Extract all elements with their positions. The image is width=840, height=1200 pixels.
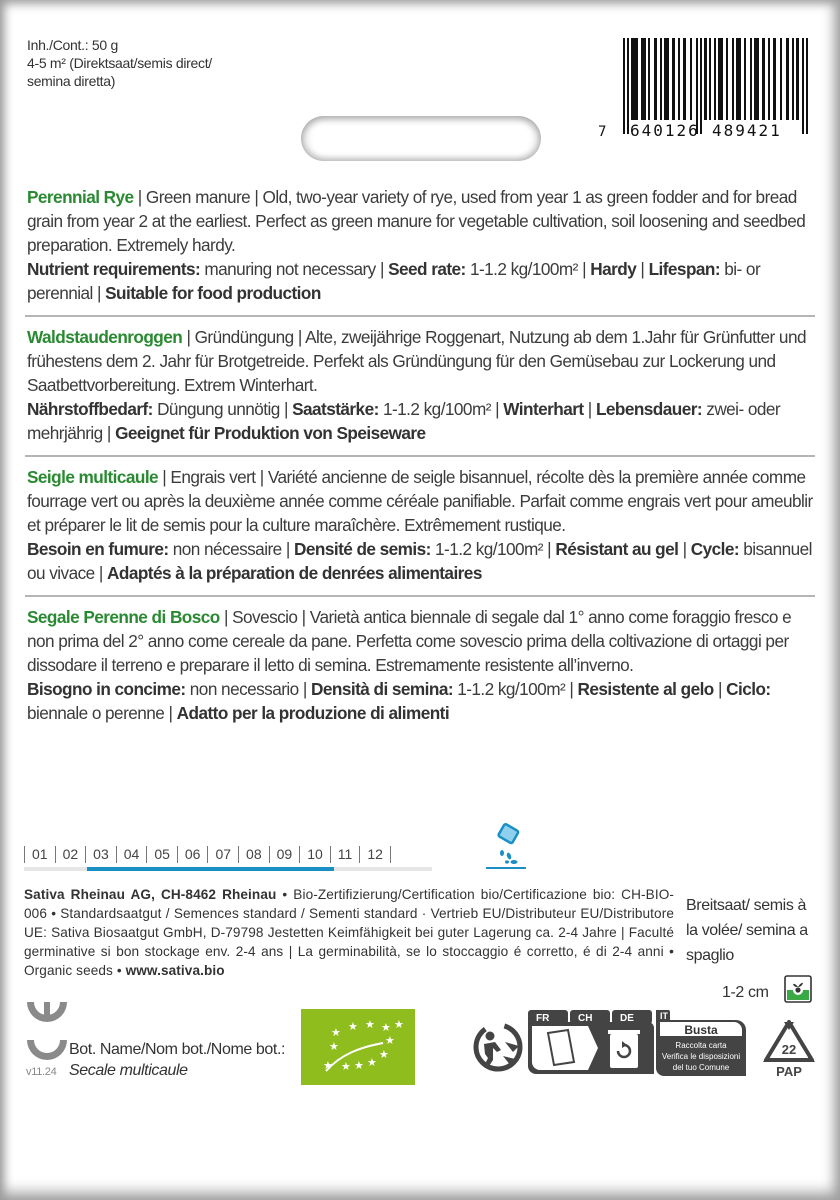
hardiness-it: Resistente al gelo [577,679,714,699]
net-content: Inh./Cont.: 50 g [27,37,118,53]
hang-hole [301,116,541,161]
seed-rate-value-it: 1-1.2 kg/100m² | [453,679,578,699]
svg-text:★: ★ [331,1026,341,1039]
svg-text:★: ★ [354,1059,364,1072]
lifespan-value-de: zwei- oder mehrjährig | [27,399,781,443]
svg-text:★: ★ [394,1018,404,1031]
barcode-bars-icon [598,36,820,140]
month-02: 02 [55,846,86,863]
description-sections [27,185,813,725]
lifespan-label-en: Lifespan: [648,259,721,279]
hardiness-fr: Résistant au gel [555,539,679,559]
nutrient-value-fr: non nécessaire | [168,539,295,559]
svg-text:★: ★ [323,1059,333,1072]
divider [25,455,815,457]
svg-text:★: ★ [367,1056,377,1069]
company-name: Sativa Rheinau AG, CH-8462 Rheinau [24,887,277,902]
hardiness-de: Winterhart [503,399,584,419]
area-coverage-cont: semina diretta) [27,73,116,89]
svg-text:★: ★ [381,1021,391,1034]
month-01: 01 [24,846,55,863]
svg-text:★: ★ [348,1020,358,1033]
barcode-digits-left: 640126 [630,121,700,140]
nutrient-label-fr: Besoin en fumure: [27,539,169,559]
recycling-info-it [654,1008,748,1078]
barcode-digits-right: 489421 [712,121,782,140]
month-05: 05 [146,846,177,863]
sowing-method: Breitsaat/ semis à la volée/ semina a spaglio [686,897,808,964]
separator: | [636,259,649,279]
recycling-info-fr-ch-de [526,1008,656,1076]
botanical-name [69,1039,285,1081]
suitability-it: Adatto per la produzione di alimenti [176,703,450,723]
barcode-digit-first: 7 [598,124,607,140]
nutrient-label-it: Bisogno in concime: [27,679,186,699]
sowing-depth: 1-2 cm [722,984,769,1001]
seed-rate-label-de: Saatstärke: [292,399,379,419]
suitability-fr: Adaptés à la préparation de denrées alimentaires [107,563,482,583]
month-08: 08 [238,846,269,863]
it-line-3: del tuo Comune [672,1063,730,1072]
botanical-latin-name: Secale multicaule [69,1062,188,1079]
it-title: Busta [684,1023,718,1037]
section-english [27,185,813,305]
nutrient-label-de: Nährstoffbedarf: [27,399,153,419]
pap-number: 22 [781,1042,797,1057]
month-10: 10 [299,846,330,863]
pap-22-recycling-icon [760,1018,818,1080]
separator: | [713,679,727,699]
separator: | [678,539,691,559]
version-label: v11.24 [26,1066,57,1078]
lifespan-label-de: Lebensdauer: [595,399,703,419]
seed-rate-label-it: Densità di semina: [311,679,454,699]
seed-depth-icon [784,975,812,1003]
description-de: | Gründüngung | Alte, zweijährige Roggenart, Nutzung ab dem 1.Jahr für Grünfutter und frühestens dem 2. Jahr für Brotgetreide. Perfekt als Gründüngung für den Gemüsebau zur Lockerung und Saatbettvorbereitung. Extrem Winterhart. [27,327,806,395]
svg-text:★: ★ [379,1048,389,1061]
month-06: 06 [177,846,208,863]
it-line-1: Raccolta carta [675,1041,727,1050]
month-07: 07 [207,846,238,863]
month-09: 09 [269,846,300,863]
suitability-de: Geeignet für Produktion von Speiseware [115,423,426,443]
legal-text: • Bio-Zertifizierung/Certification bio/Certificazione bio: CH-BIO-006 • Standardsaatgut / Semences standard / Sementi standard · Vertrieb EU/Distributeur EU/Distributore UE: Sativa Biosaatgut GmbH, D-79798 Jestetten Keimfähigkeit bei guter Lagerung ca. 2-4 Jahre | Faculté germinative si bon stockage env. 2-4 ans | La germinabilità, se lo stoccaggio é corretto, é di 2-4 anni • Organic seeds • [24,887,674,978]
seed-rate-value-en: 1-1.2 kg/100m² | [465,259,591,279]
month-04: 04 [116,846,147,863]
month-03: 03 [85,846,116,863]
nutrient-value-it: non necessario | [185,679,312,699]
variety-name-de: Waldstaudenroggen [27,327,183,347]
tab-ch: CH [578,1013,593,1024]
variety-name-en: Perennial Rye [27,187,134,207]
tab-fr: FR [536,1013,550,1024]
eu-organic-leaf-icon [301,1009,415,1085]
suitability-en: Suitable for food production [105,283,321,303]
nutrient-label-en: Nutrient requirements: [27,259,201,279]
seed-rate-label-fr: Densité de semis: [294,539,431,559]
description-it: | Sovescio | Varietà antica biennale di segale dal 1° anno come foraggio fresco e non prima del 2° anno come cereale da pane. Perfetta come sovescio prima della coltivazione di ortaggi per dissodare il terreno e preparare il letto di semina. Estremamente resistente all’inverno. [27,607,792,675]
eu-organic-logo [301,1009,415,1085]
section-german [27,325,813,445]
it-line-2: Verifica le disposizioni [661,1052,741,1061]
lifespan-label-fr: Cycle: [690,539,740,559]
sowing-period-bar [24,867,432,871]
hardiness-en: Hardy [590,259,637,279]
lifespan-value-it: biennale o perenne | [27,703,177,723]
botanical-label: Bot. Name/Nom bot./Nome bot.: [69,1041,286,1058]
description-fr: | Engrais vert | Variété ancienne de seigle bisannuel, récolte dès la première année comme fourrage vert ou après la deuxième année comme céréale panifiable. Parfait comme engrais vert pour ameublir et préparer le lit de semis pour la culture maraîchère. Extrêmement rustique. [27,467,813,535]
variety-name-it: Segale Perenne di Bosco [27,607,220,627]
nutrient-value-de: Düngung unnötig | [152,399,293,419]
lifespan-label-it: Ciclo: [726,679,771,699]
area-coverage: 4-5 m² (Direktsaat/semis direct/ [27,55,212,71]
section-french [27,465,813,585]
seed-rate-value-fr: 1-1.2 kg/100m² | [430,539,556,559]
nutrient-value-en: manuring not necessary | [200,259,389,279]
month-12: 12 [359,846,391,863]
seed-rate-value-de: 1-1.2 kg/100m² | [378,399,504,419]
seed-scatter-icon [485,822,535,870]
legal-info [24,885,674,980]
svg-text:★: ★ [365,1018,375,1031]
triman-recycling-icon [471,1020,525,1074]
svg-text:★: ★ [329,1040,339,1053]
lifespan-value-fr: bisannuel ou vivace | [27,539,812,583]
website-link[interactable]: www.sativa.bio [125,963,225,978]
description-en: | Green manure | Old, two-year variety of rye, used from year 1 as green fodder and for bread grain from year 2 at the earliest. Perfect as green manure for vegetable cultivation, soil loosening and seedbed preparation. Extremely hardy. [27,187,806,255]
seed-rate-label-en: Seed rate: [388,259,466,279]
lifespan-value-en: bi- or perennial | [27,259,761,303]
variety-name-fr: Seigle multicaule [27,467,159,487]
divider [25,595,815,597]
sowing-period-active [87,867,334,871]
barcode [598,36,820,140]
month-11: 11 [330,846,360,863]
svg-text:★: ★ [341,1060,351,1073]
tab-de: DE [620,1013,634,1024]
section-italian [27,605,813,725]
separator: | [583,399,596,419]
divider [25,315,815,317]
content-info [27,36,212,90]
svg-text:★: ★ [385,1034,395,1047]
tab-it: IT [660,1011,668,1021]
pap-label: PAP [776,1064,802,1079]
